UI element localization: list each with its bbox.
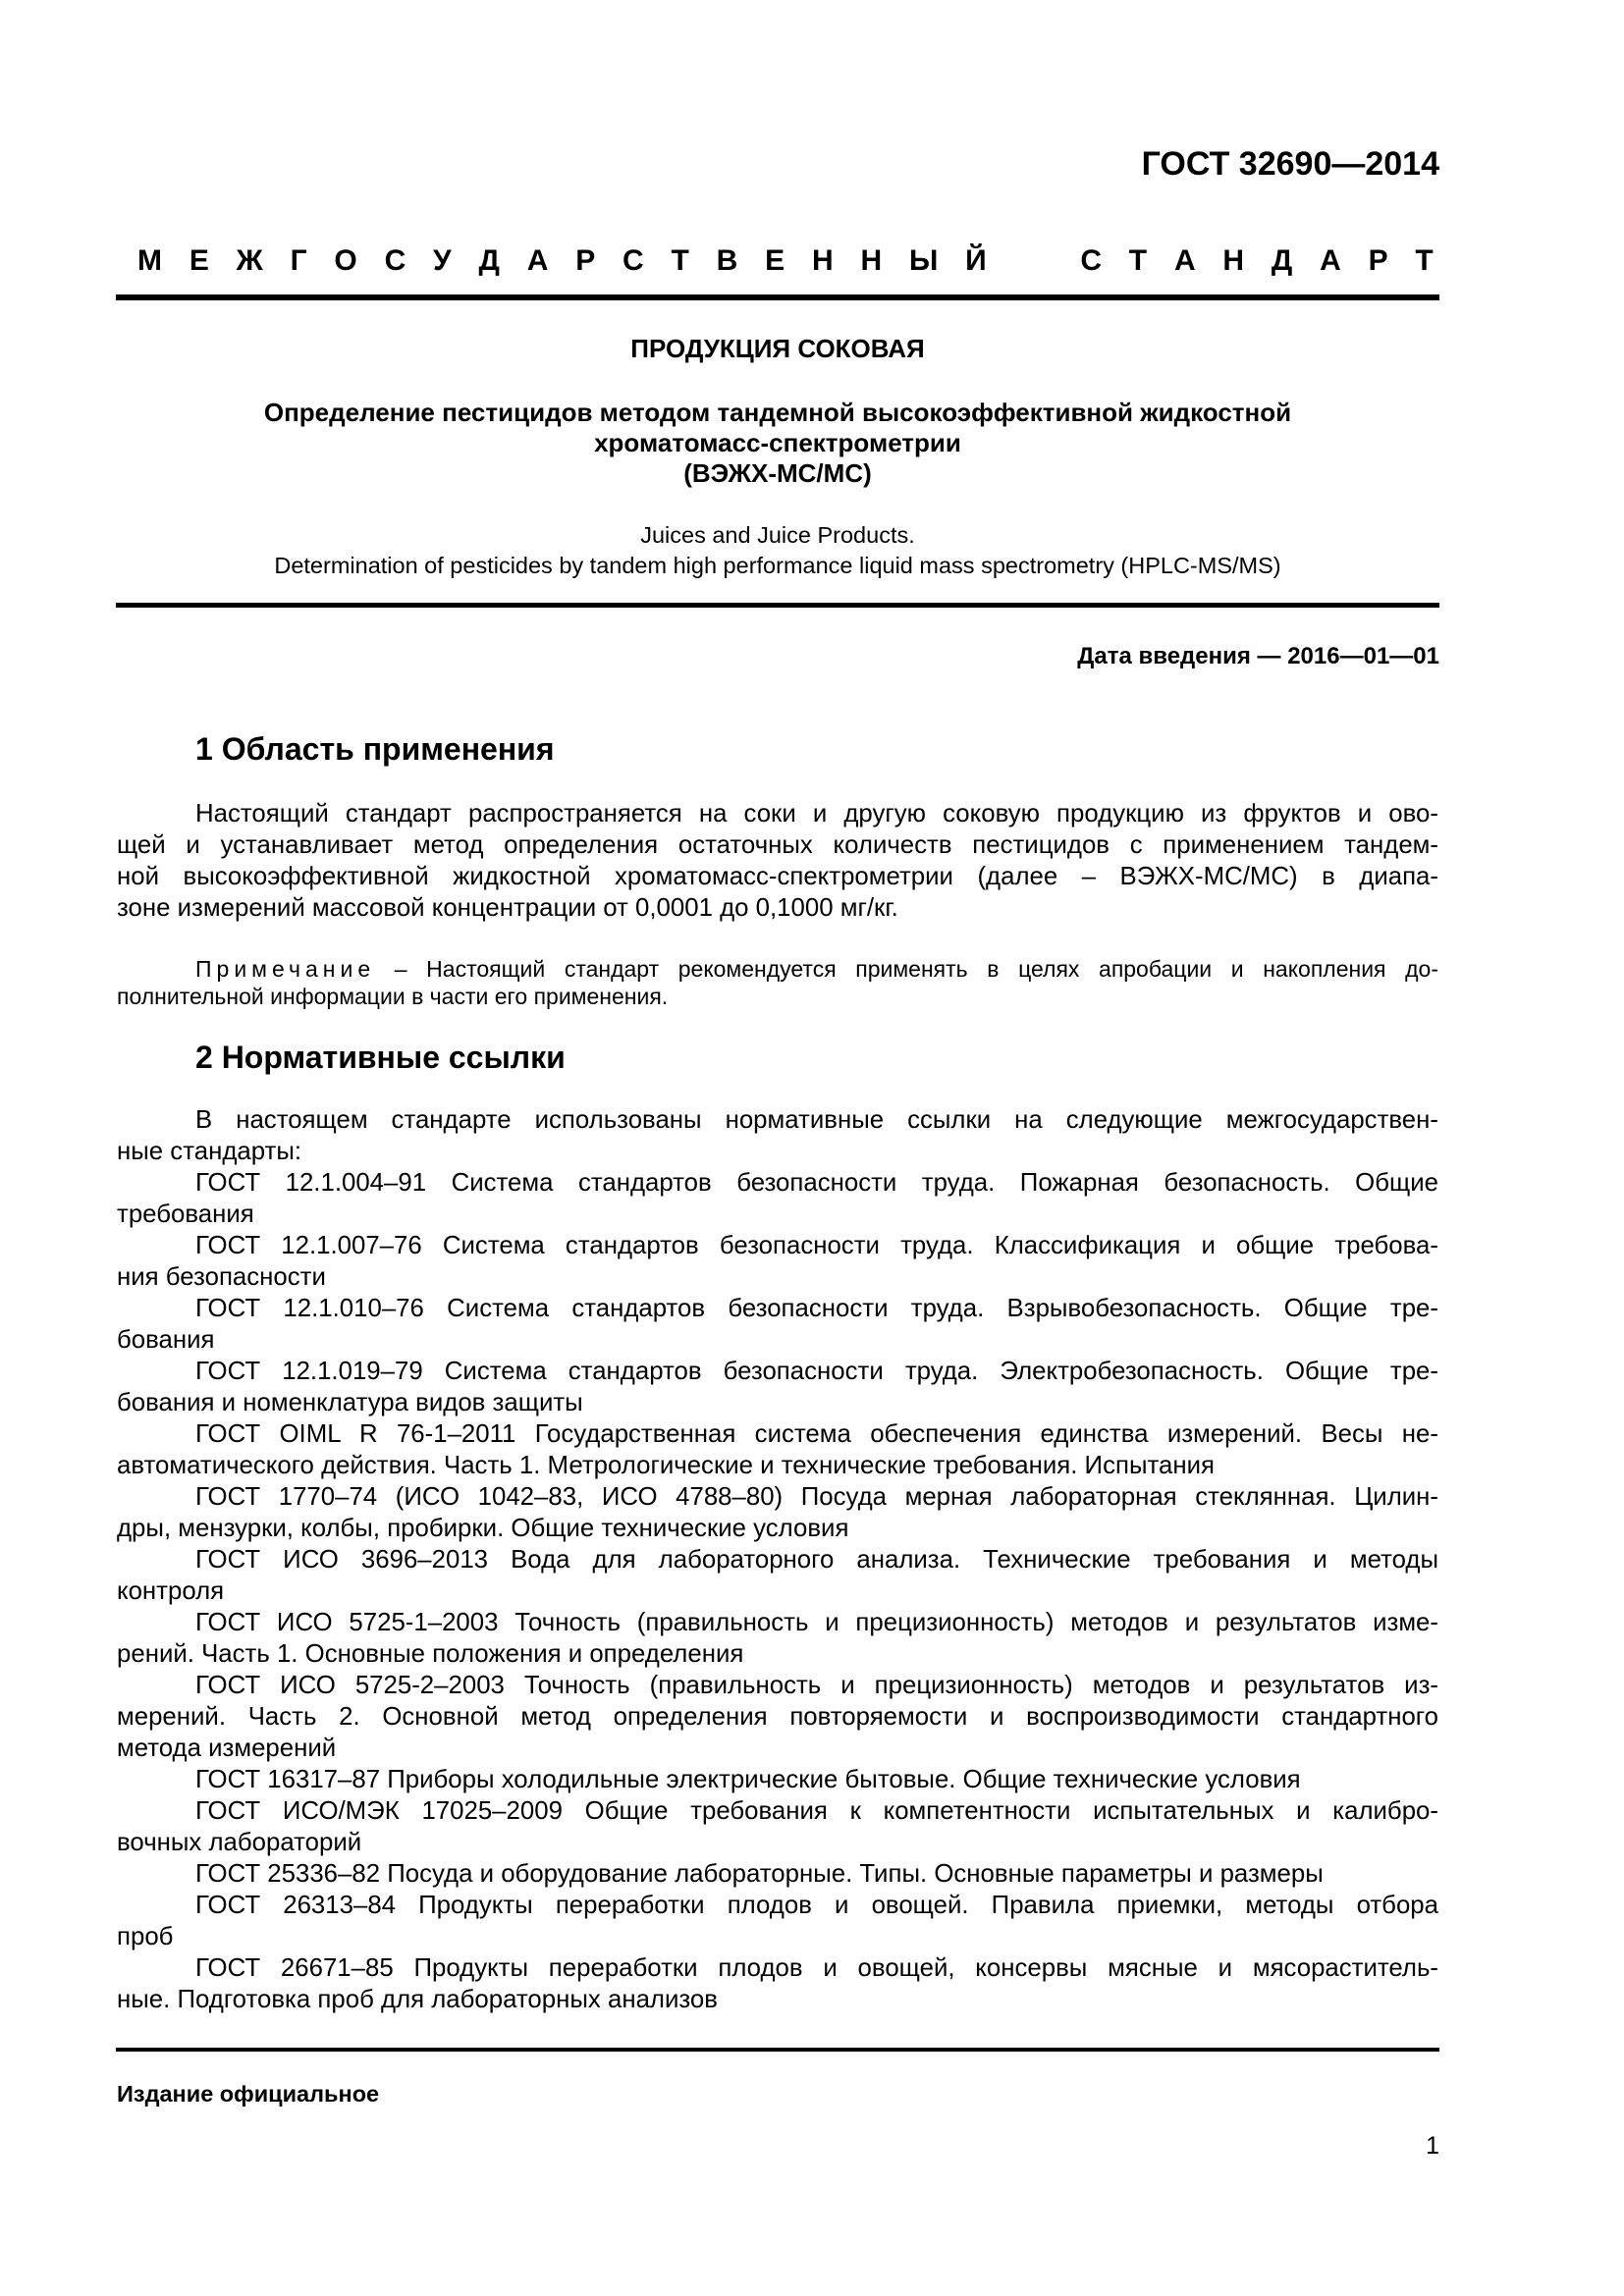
reference-line: ГОСТ OIML R 76-1–2011 Государственная система обеспечения единства измерений. Весы не-: [195, 1420, 1438, 1448]
subtitle-line: Определение пестицидов методом тандемной высокоэффективной жидкостной: [263, 398, 1292, 427]
reference-line: ГОСТ 12.1.004–91 Система стандартов безопасности труда. Пожарная безопасность. Общие: [195, 1169, 1438, 1197]
banner-letter: С: [1080, 244, 1102, 277]
banner-letter: Ж: [236, 244, 263, 277]
subtitle-line: хроматомасс-спектрометрии: [594, 428, 961, 458]
reference-line: дры, мензурки, колбы, пробирки. Общие технические условия: [117, 1515, 849, 1542]
banner-letter: Е: [189, 244, 209, 277]
section-1-paragraph: [117, 798, 1438, 924]
note-label: Примечание: [195, 956, 376, 982]
english-title: [116, 520, 1439, 580]
banner-letter: Г: [290, 244, 307, 277]
document-subtitle: [116, 398, 1439, 490]
banner-letter: Й: [965, 244, 987, 277]
section-1-heading: 1 Область применения: [195, 731, 555, 767]
banner-letter: А: [1173, 244, 1196, 277]
reference-line: ГОСТ 12.1.010–76 Система стандартов безопасности труда. Взрывобезопасность. Общие тре-: [195, 1295, 1438, 1322]
reference-line: бования и номенклатура видов защиты: [117, 1389, 583, 1416]
banner-letter: С: [384, 244, 406, 277]
note-text: – Настоящий стандарт рекомендуется применять в целях апробации и накопления до-: [375, 956, 1438, 982]
reference-line: контроля: [117, 1577, 225, 1605]
paragraph-line: Настоящий стандарт распространяется на соки и другую соковую продукцию из фруктов и ово-: [195, 800, 1438, 828]
banner-letter: Е: [765, 244, 785, 277]
banner-letter: У: [433, 244, 452, 277]
reference-line: ния безопасности: [117, 1263, 326, 1291]
title-rule: [116, 603, 1439, 608]
document-code: ГОСТ 32690—2014: [1141, 145, 1439, 183]
banner-letter: Р: [1368, 244, 1388, 277]
banner-letter: Р: [575, 244, 596, 277]
interstate-standard-banner: [137, 246, 1434, 276]
reference-line: ГОСТ 12.1.019–79 Система стандартов безопасности труда. Электробезопасность. Общие тре-: [195, 1358, 1438, 1385]
reference-line: требования: [117, 1201, 254, 1228]
reference-line: ГОСТ ИСО 3696–2013 Вода для лабораторного анализа. Технические требования и методы: [195, 1546, 1438, 1574]
introduction-date: Дата введения — 2016—01—01: [1077, 643, 1439, 669]
banner-letter: О: [334, 244, 357, 277]
reference-line: проб: [117, 1923, 174, 1950]
section-1-note: [117, 955, 1438, 1010]
header-rule: [116, 294, 1439, 300]
reference-line: ные стандарты:: [117, 1138, 302, 1165]
reference-line: ГОСТ 26671–85 Продукты переработки плодов и овощей, консервы мясные и мясораститель-: [195, 1954, 1438, 1982]
banner-letter: Н: [811, 244, 834, 277]
english-title-line: Determination of pesticides by tandem high performance liquid mass spectrometry (HPLC-MS/MS): [274, 552, 1281, 578]
normative-references-list: [117, 1104, 1438, 2015]
note-line: полнительной информации в части его применения.: [117, 984, 669, 1009]
banner-letter: Т: [1415, 244, 1434, 277]
reference-line: автоматического действия. Часть 1. Метрологические и технические требования. Испытания: [117, 1452, 1216, 1479]
reference-line: ные. Подготовка проб для лабораторных анализов: [117, 1986, 718, 2013]
reference-line: бования: [117, 1326, 215, 1354]
footer-rule: [116, 2048, 1439, 2052]
english-title-line: Juices and Juice Products.: [640, 522, 915, 548]
document-title: ПРОДУКЦИЯ СОКОВАЯ: [630, 334, 925, 363]
reference-line: рений. Часть 1. Основные положения и определения: [117, 1640, 744, 1668]
reference-line: ГОСТ 12.1.007–76 Система стандартов безопасности труда. Классификация и общие требова-: [195, 1232, 1438, 1259]
banner-letter: А: [526, 244, 549, 277]
banner-letter: Н: [1222, 244, 1245, 277]
banner-letter: М: [137, 244, 162, 277]
reference-line: ГОСТ 26313–84 Продукты переработки плодов и овощей. Правила приемки, методы отбора: [195, 1892, 1438, 1919]
reference-line: ГОСТ 1770–74 (ИСО 1042–83, ИСО 4788–80) Посуда мерная лабораторная стеклянная. Цилин-: [195, 1483, 1438, 1511]
banner-letter: Ы: [908, 244, 939, 277]
reference-line: ГОСТ 25336–82 Посуда и оборудование лабораторные. Типы. Основные параметры и размеры: [195, 1860, 1324, 1888]
note-line: [117, 955, 1438, 983]
banner-letter: С: [623, 244, 644, 277]
section-2-heading: 2 Нормативные ссылки: [195, 1040, 566, 1075]
banner-letter: Т: [1128, 244, 1148, 277]
banner-letter: Д: [1271, 244, 1293, 277]
banner-letter: Д: [478, 244, 500, 277]
paragraph-line: ной высокоэффективной жидкостной хроматомасс-спектрометрии (далее – ВЭЖХ-МС/МС) в диапа-: [117, 863, 1438, 890]
banner-letter: Н: [860, 244, 883, 277]
reference-line: вочных лабораторий: [117, 1829, 362, 1856]
reference-line: ГОСТ 16317–87 Приборы холодильные электрические бытовые. Общие технические условия: [195, 1766, 1301, 1793]
subtitle-line: (ВЭЖХ-МС/МС): [683, 458, 872, 489]
official-edition-label: Издание официальное: [117, 2081, 380, 2107]
reference-line: метода измерений: [117, 1735, 337, 1762]
paragraph-line: зоне измерений массовой концентрации от 0,0001 до 0,1000 мг/кг.: [117, 894, 898, 922]
reference-line: ГОСТ ИСО 5725-1–2003 Точность (правильность и прецизионность) методов и результатов изме-: [195, 1609, 1438, 1636]
paragraph-line: щей и устанавливает метод определения остаточных количеств пестицидов с применением тандем-: [117, 831, 1438, 859]
reference-line: ГОСТ ИСО 5725-2–2003 Точность (правильность и прецизионность) методов и результатов из-: [195, 1672, 1438, 1699]
banner-letter: В: [716, 244, 738, 277]
banner-word-gap: [1014, 246, 1054, 276]
reference-line: ГОСТ ИСО/МЭК 17025–2009 Общие требования к компетентности испытательных и калибро-: [195, 1797, 1438, 1825]
reference-line: мерений. Часть 2. Основной метод определения повторяемости и воспроизводимости стандартного: [117, 1703, 1438, 1731]
banner-letter: А: [1320, 244, 1341, 277]
reference-line: В настоящем стандарте использованы нормативные ссылки на следующие межгосударствен-: [195, 1106, 1438, 1134]
banner-letter: Т: [671, 244, 689, 277]
page-number: 1: [1426, 2132, 1439, 2160]
